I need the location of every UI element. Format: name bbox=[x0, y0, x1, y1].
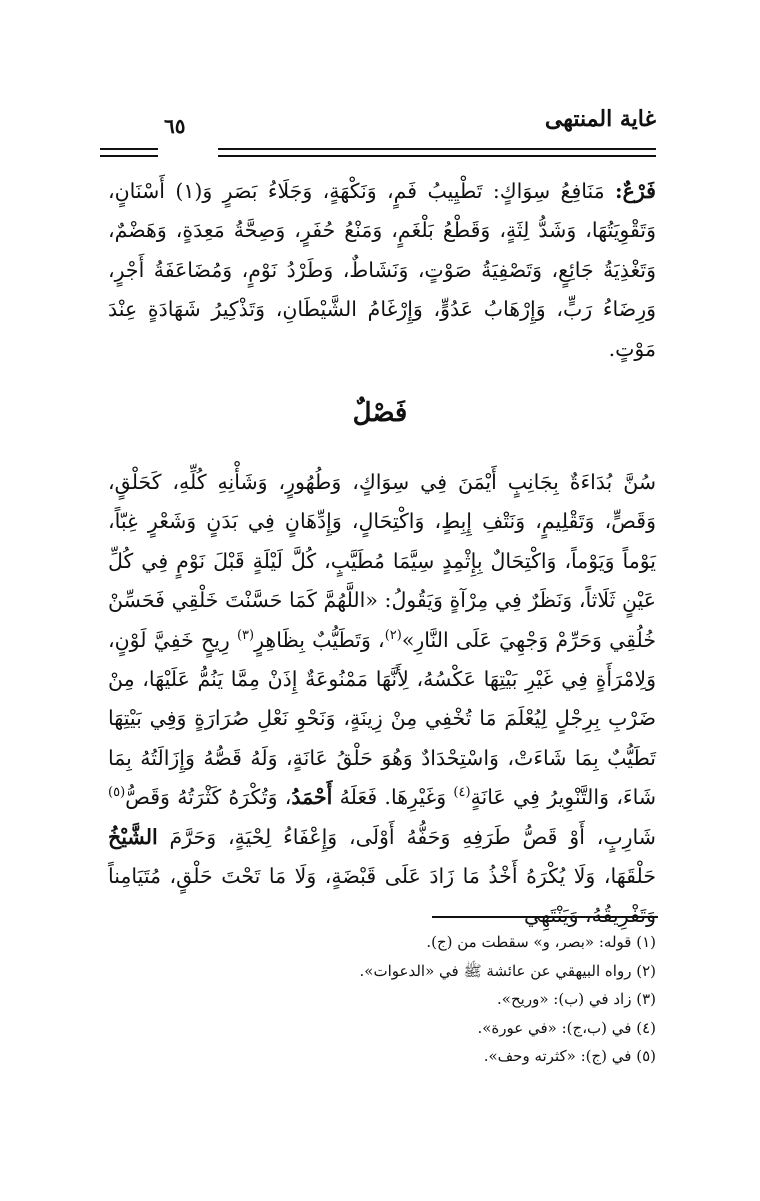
footnote-2: (٢) رواه البيهقي عن عائشة ﷺ في «الدعوات». bbox=[359, 961, 656, 980]
far-text: مَنَافِعُ سِوَاكٍ: تَطْيِيبُ فَمٍ، وَنَكْهَةٍ، وَجَلَاءُ بَصَرٍ وَ(١) أَسْنَانٍ، وَتَقْوِيَتُهَا، وَشَدُّ لِثَةٍ، وَقَطْعُ بَلْغَمٍ، وَمَنْعُ حُفَرٍ، وَصِحَّةُ مَعِدَةٍ، وَهَضْمٌ، وَتَغْذِيَةُ جَائِعٍ، وَتَصْفِيَةُ صَوْتٍ، وَنَشَاطٌ، وَطَرْدُ نَوْمٍ، وَمُضَاعَفَةُ أَجْرٍ، وَرِضَاءُ رَبٍّ، وَإِرْهَابُ عَدُوٍّ، وَإِرْغَامُ الشَّيْطَانِ، وَتَذْكِيرُ شَهَادَةٍ عِنْدَ مَوْتٍ. bbox=[108, 179, 656, 361]
footnote-ref-3: (٣) bbox=[236, 627, 255, 643]
far-heading: فَرْعٌ: bbox=[615, 179, 656, 203]
footnote-ref-5: (٥) bbox=[108, 785, 126, 801]
footnote-1: (١) قوله: «بصر، و» سقطت من (ج). bbox=[426, 933, 656, 951]
footnote-rule bbox=[432, 916, 658, 918]
fasl-text-5: ، وَتُكْرَهُ كَثْرَتُهُ وَقَصُّ bbox=[125, 785, 292, 810]
name-shaykh: الشَّيْخُ bbox=[108, 824, 158, 849]
fasl-text-4: وَغَيْرِهَا. فَعَلَهُ bbox=[332, 785, 454, 810]
page-header bbox=[100, 100, 656, 140]
running-title: غاية المنتهى bbox=[544, 106, 656, 132]
footnote-4: (٤) في (ب،ج): «في عورة». bbox=[477, 1018, 656, 1037]
fasl-text-6: شَارِبٍ، أَوْ قَصُّ طَرَفِهِ وَحَفُّهُ أَوْلَى، وَإِعْفَاءُ لِحْيَةٍ، وَحَرَّمَ bbox=[157, 824, 656, 849]
paragraph-far bbox=[108, 172, 656, 369]
name-ahmad: أَحْمَدُ bbox=[291, 785, 333, 810]
page-number: ٦٥ bbox=[164, 114, 186, 138]
fasl-text-3: رِيحٍ خَفِيَّ لَوْنٍ، وَلِامْرَأَةٍ فِي غَيْرِ بَيْتِهَا عَكْسُهُ، لِأَنَّهَا مَمْنُوعَةٌ إِذَنْ مِمَّا يَنُمُّ عَلَيْهَا، مِنْ ضَرْبِ بِرِجْلٍ لِيُعْلَمَ مَا تُخْفِي مِنْ زِينَةٍ، وَنَحْوِ نَعْلِ صُرَارَةٍ وَفِي بَيْتِهَا تَطَيُّبٌ بِمَا شَاءَتْ، وَاسْتِحْدَادٌ وَهُوَ حَلْقُ عَانَةٍ، وَلَهُ قَصُّهُ وَإِزَالَتُهُ بِمَا شَاءَ، وَالتَّنْوِيرُ فِي عَانَةٍ bbox=[108, 627, 656, 810]
header-rule-short bbox=[100, 148, 158, 157]
footnote-ref-4: (٤) bbox=[453, 785, 471, 801]
section-title: فَصْلٌ bbox=[352, 398, 408, 428]
paragraph-fasl bbox=[108, 463, 656, 936]
footnote-3: (٣) زاد في (ب): «وريح». bbox=[497, 990, 656, 1009]
footnotes bbox=[108, 928, 656, 1071]
footnote-ref-2: (٢) bbox=[384, 627, 402, 643]
header-rule-long bbox=[218, 148, 656, 157]
fasl-text-7: حَلْقَهَا، وَلَا يُكْرَهُ أَخْذُ مَا زَادَ عَلَى قَبْضَةٍ، وَلَا مَا تَحْتَ حَلْقٍ، مُتَيَامِناً وَتَفْرِيقُهُ، وَيَنْتَهِي bbox=[108, 864, 656, 928]
fasl-text-1: سُنَّ بُدَاءَةٌ بِجَانِبٍ أَيْمَنَ فِي سِوَاكٍ، وَطُهُورٍ، وَشَأْنِهِ كُلِّهِ، كَحَلْقٍ، وَقَصٍّ، وَتَقْلِيمٍ، وَنَتْفِ إِبِطٍ، وَاكْتِحَالٍ، وَإِدِّهَانٍ فِي بَدَنٍ وَشَعْرٍ غِبّاً، يَوْماً وَيَوْماً، وَاكْتِحَالٌ بِإِثْمِدٍ سِيَّمَا مُطَيَّبٍ، كُلَّ لَيْلَةٍ قَبْلَ نَوْمٍ فِي كُلِّ عَيْنٍ ثَلَاثاً، وَنَظَرٌ فِي مِرْآةٍ وَيَقُولُ: «اللَّهُمَّ كَمَا حَسَّنْتَ خَلْقِي فَحَسِّنْ خُلُقِي وَحَرِّمْ وَجْهِيَ عَلَى النَّارِ» bbox=[108, 470, 656, 652]
footnote-5: (٥) في (ج): «كثرته وحف». bbox=[483, 1047, 656, 1066]
fasl-text-2: ، وَتَطَيُّبٌ بِظَاهِرٍ bbox=[254, 627, 385, 652]
